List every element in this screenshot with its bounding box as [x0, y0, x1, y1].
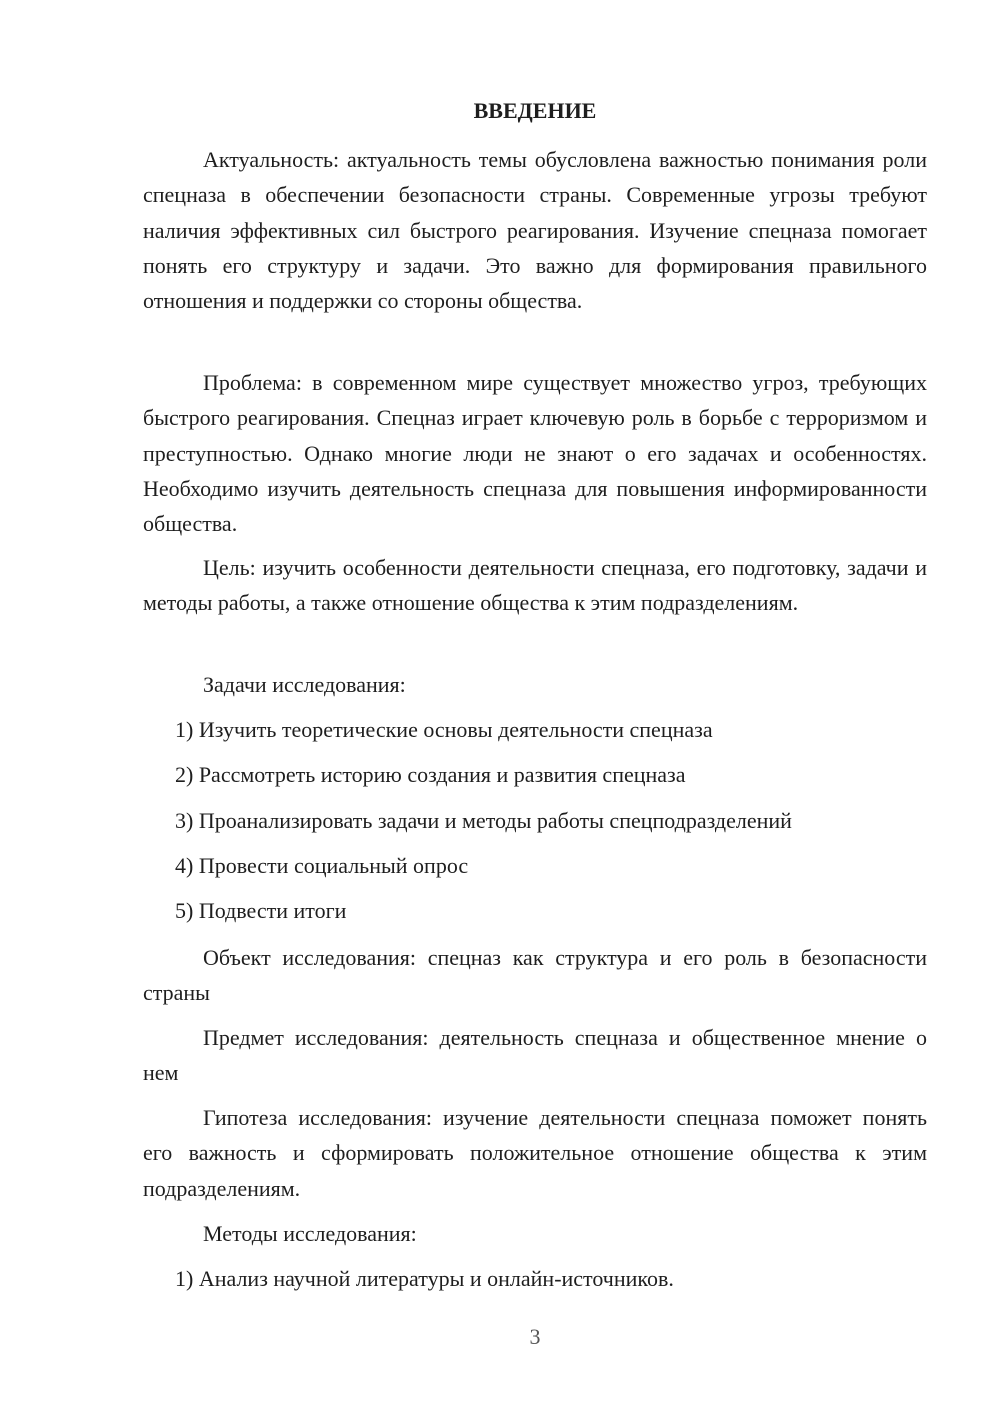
- list-item-task-3: 3) Проанализировать задачи и методы работы спецподразделений: [175, 808, 792, 833]
- paragraph-hypothesis: Гипотеза исследования: изучение деятельности спецназа поможет понять его важность и сформировать положительное отношение общества к этим подразделениям.: [143, 1105, 927, 1201]
- methods-heading: Методы исследования:: [203, 1221, 417, 1246]
- list-item-method-1: 1) Анализ научной литературы и онлайн-источников.: [175, 1266, 674, 1291]
- list-item-task-5: 5) Подвести итоги: [175, 898, 347, 923]
- paragraph-relevance: Актуальность: актуальность темы обусловлена важностью понимания роли спецназа в обеспечении безопасности страны. Современные угрозы требуют наличия эффективных сил быстрого реагирования. Изучение спецназа помогает понять его структуру и задачи. Это важно для формирования правильного отношения и поддержки со стороны общества.: [143, 147, 927, 314]
- list-item-task-1: 1) Изучить теоретические основы деятельности спецназа: [175, 717, 713, 742]
- paragraph-subject: Предмет исследования: деятельность спецназа и общественное мнение о нем: [143, 1025, 927, 1086]
- list-item-task-2: 2) Рассмотреть историю создания и развития спецназа: [175, 762, 686, 787]
- paragraph-object: Объект исследования: спецназ как структура и его роль в безопасности страны: [143, 945, 927, 1006]
- page-number: 3: [529, 1324, 541, 1349]
- paragraph-goal: Цель: изучить особенности деятельности спецназа, его подготовку, задачи и методы работы, а также отношение общества к этим подразделениям.: [143, 555, 927, 616]
- section-title: ВВЕДЕНИЕ: [473, 98, 597, 123]
- list-item-task-4: 4) Провести социальный опрос: [175, 853, 469, 878]
- tasks-heading: Задачи исследования:: [203, 672, 406, 697]
- paragraph-problem: Проблема: в современном мире существует множество угроз, требующих быстрого реагирования. Спецназ играет ключевую роль в борьбе с терроризмом и преступностью. Однако многие люди не знают о его задачах и особенностях. Необходимо изучить деятельность спецназа для повышения информированности общества.: [143, 370, 927, 537]
